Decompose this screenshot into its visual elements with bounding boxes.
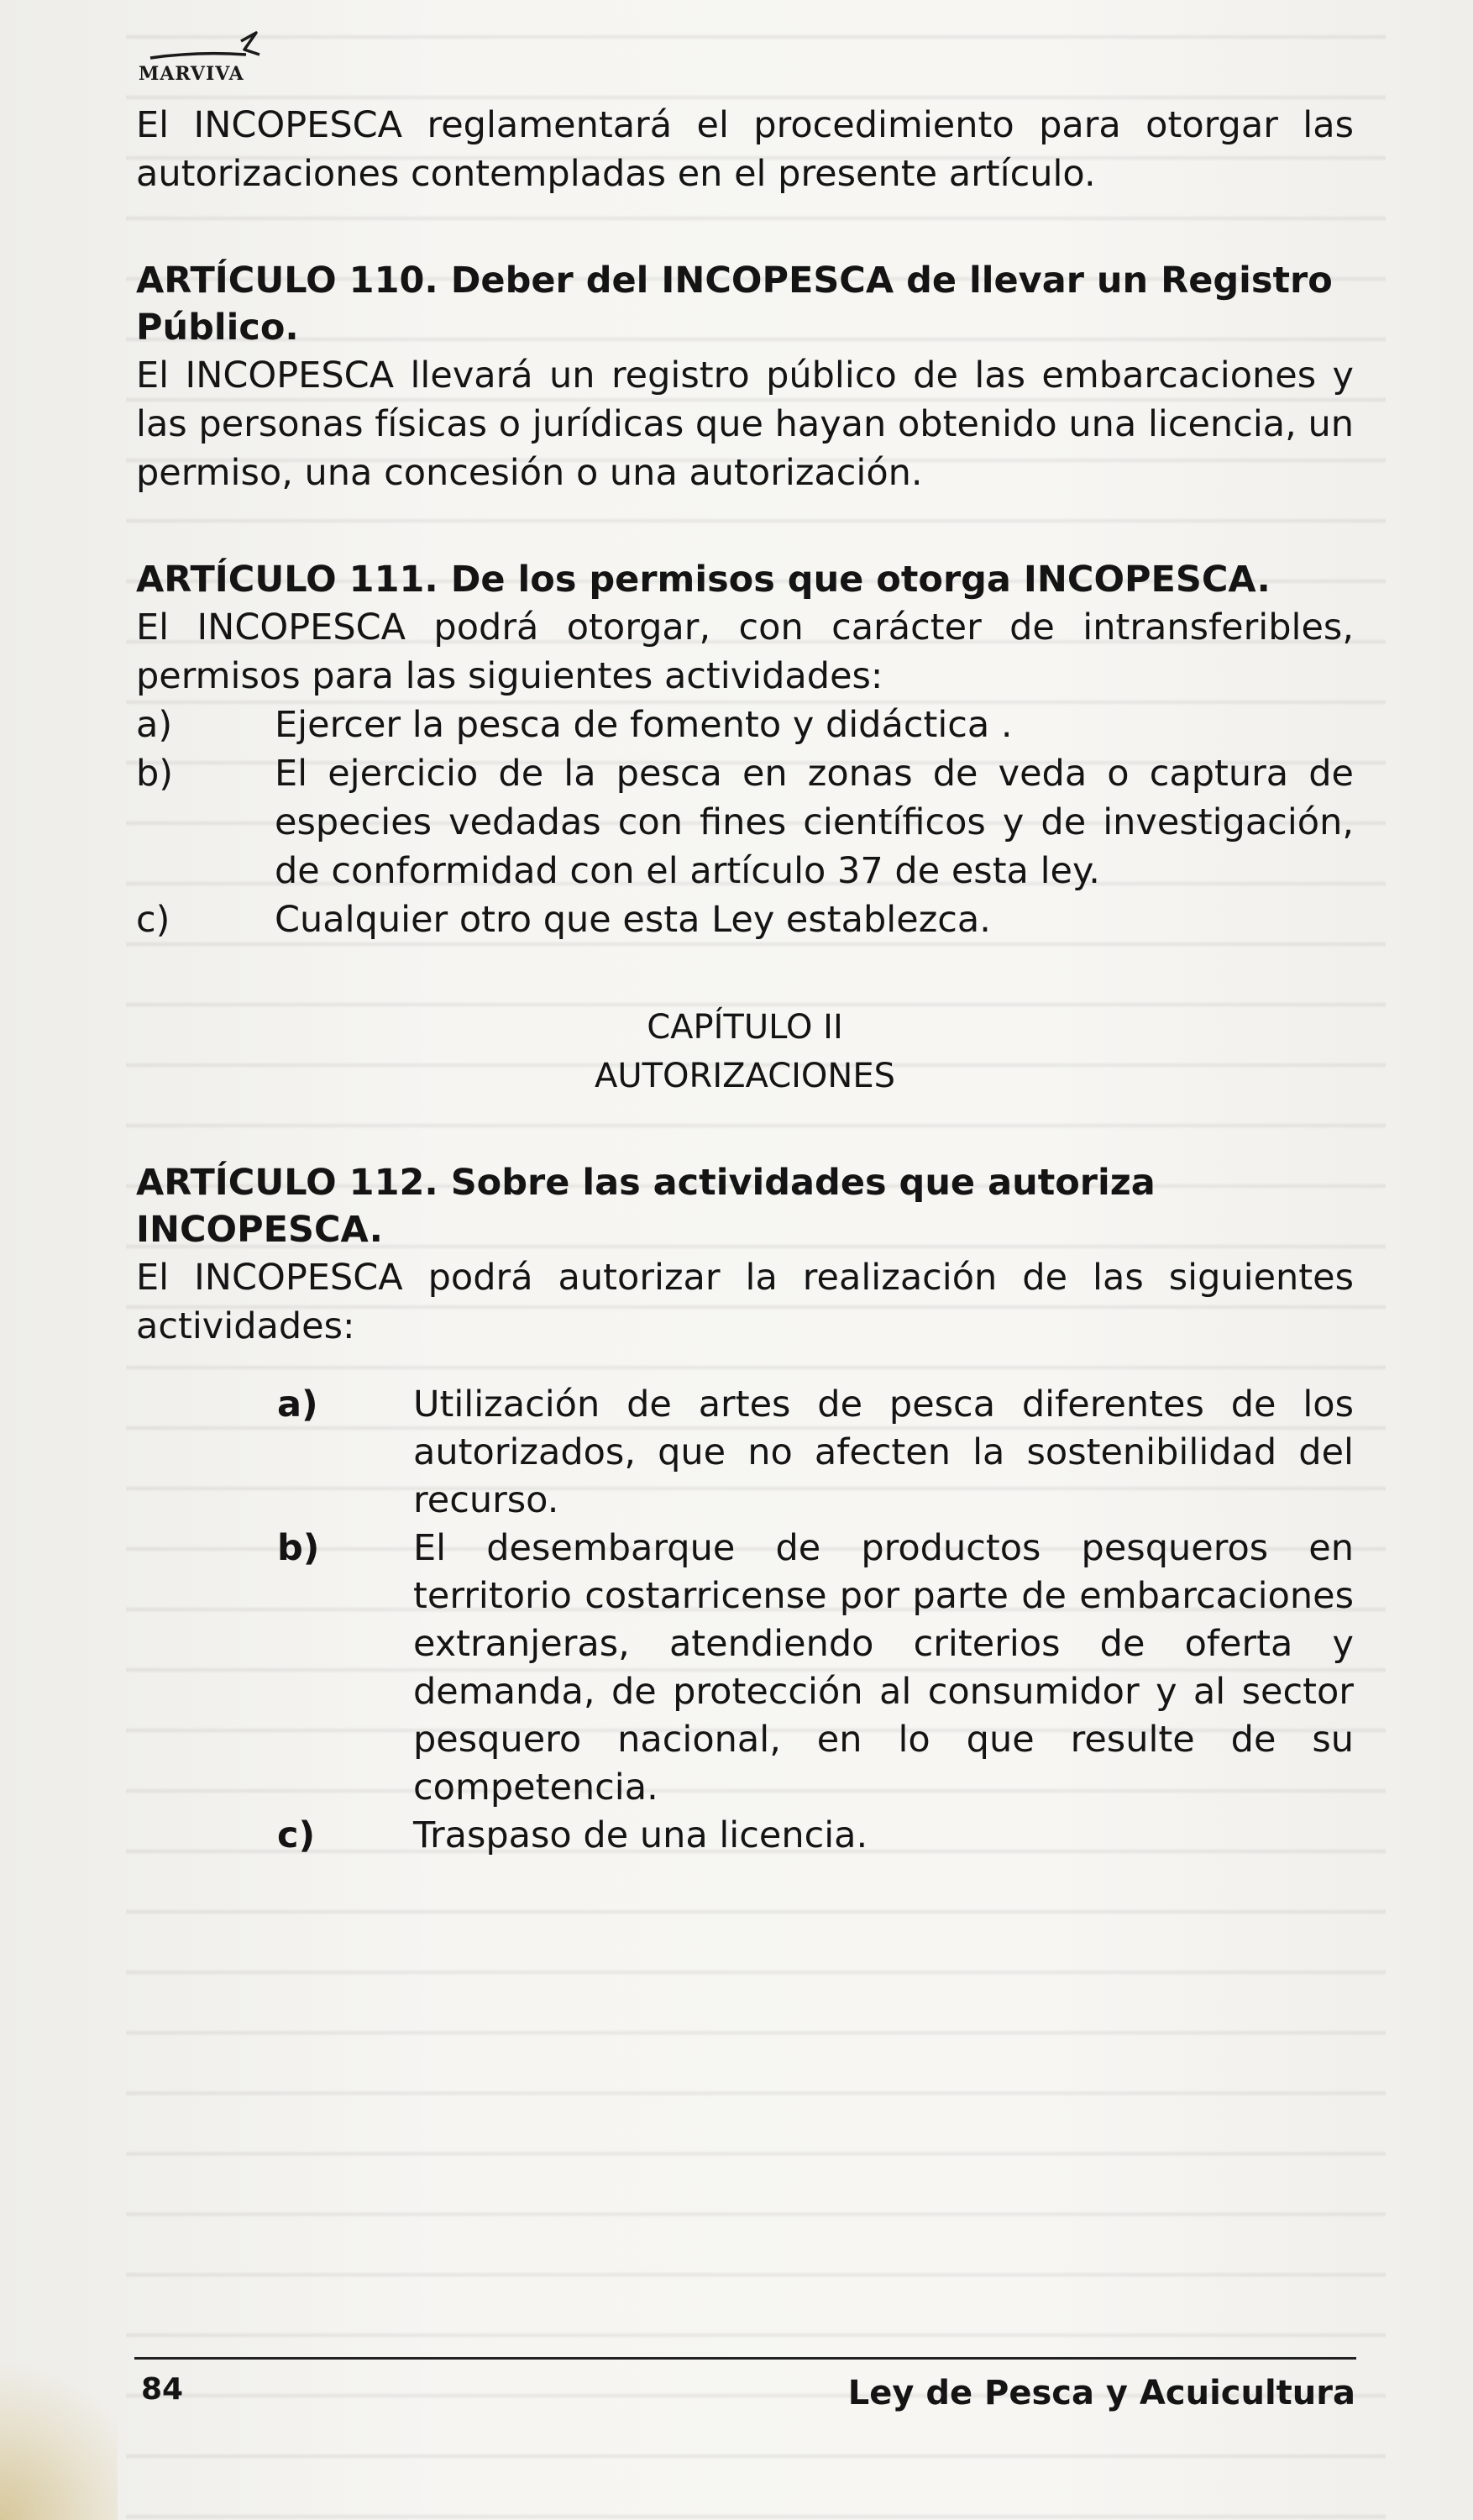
- list-marker: b): [277, 1527, 320, 1569]
- list-item-text: Utilización de artes de pesca diferentes de los autorizados, que no afecten la sostenibilidad del recurso.: [413, 1383, 1354, 1521]
- list-marker: a): [136, 704, 173, 746]
- list-item-text: Cualquier otro que esta Ley establezca.: [275, 899, 991, 941]
- article-110-body: El INCOPESCA llevará un registro público de las embarcaciones y las personas físicas o jurídicas que hayan obtenido una licencia, un permiso, una concesión o una autorización.: [136, 354, 1354, 494]
- article-112-body: El INCOPESCA podrá autorizar la realización de las siguientes actividades:: [136, 1257, 1354, 1347]
- article-110-heading: ARTÍCULO 110. Deber del INCOPESCA de llevar un Registro Público.: [136, 260, 1333, 349]
- article-111-heading: ARTÍCULO 111. De los permisos que otorga INCOPESCA.: [136, 559, 1271, 601]
- list-item-text: El ejercicio de la pesca en zonas de veda o captura de especies vedadas con fines científicos y de investigación, de conformidad con el artículo 37 de esta ley.: [275, 753, 1354, 892]
- footer-divider: [134, 2357, 1356, 2360]
- page-number: 84: [141, 2372, 184, 2407]
- list-item-text: Ejercer la pesca de fomento y didáctica .: [275, 704, 1013, 746]
- list-item: [136, 1381, 1354, 1525]
- list-item: [136, 1812, 1354, 1860]
- list-item-text: El desembarque de productos pesqueros en territorio costarricense por parte de embarcaciones extranjeras, atendiendo criterios de oferta y demanda, de protección al consumidor y al sector pesquero nacional, en lo que resulte de su competencia.: [413, 1527, 1354, 1809]
- article-111-body: El INCOPESCA podrá otorgar, con carácter de intransferibles, permisos para las siguientes actividades:: [136, 606, 1354, 697]
- article-111: [136, 556, 1354, 944]
- list-item-text: Traspaso de una licencia.: [413, 1814, 868, 1856]
- chapter-heading: [136, 1003, 1354, 1100]
- list-marker: c): [136, 899, 170, 941]
- list-marker: c): [277, 1814, 316, 1856]
- intro-paragraph: El INCOPESCA reglamentará el procedimiento para otorgar las autorizaciones contempladas en el presente artículo.: [136, 104, 1354, 195]
- article-112-heading: ARTÍCULO 112. Sobre las actividades que autoriza INCOPESCA.: [136, 1162, 1156, 1251]
- page-corner-shadow: [0, 2335, 118, 2520]
- list-item: [136, 749, 1354, 895]
- marviva-logo: [139, 29, 298, 92]
- logo-wordmark: MARVIVA: [139, 63, 244, 85]
- list-item: [136, 1525, 1354, 1812]
- footer-book-title: Ley de Pesca y Acuicultura: [847, 2374, 1355, 2412]
- list-item: [136, 701, 1354, 749]
- article-112-list: [136, 1381, 1354, 1860]
- chapter-number: CAPÍTULO II: [647, 1008, 843, 1047]
- list-marker: b): [136, 753, 174, 795]
- chapter-title: AUTORIZACIONES: [594, 1057, 895, 1095]
- list-item: [136, 895, 1354, 944]
- wave-logo-icon: [147, 29, 290, 65]
- article-110: [136, 257, 1354, 497]
- list-marker: a): [277, 1383, 318, 1425]
- article-112: [136, 1159, 1354, 1860]
- article-111-list: [136, 701, 1354, 944]
- main-content: [136, 101, 1354, 1860]
